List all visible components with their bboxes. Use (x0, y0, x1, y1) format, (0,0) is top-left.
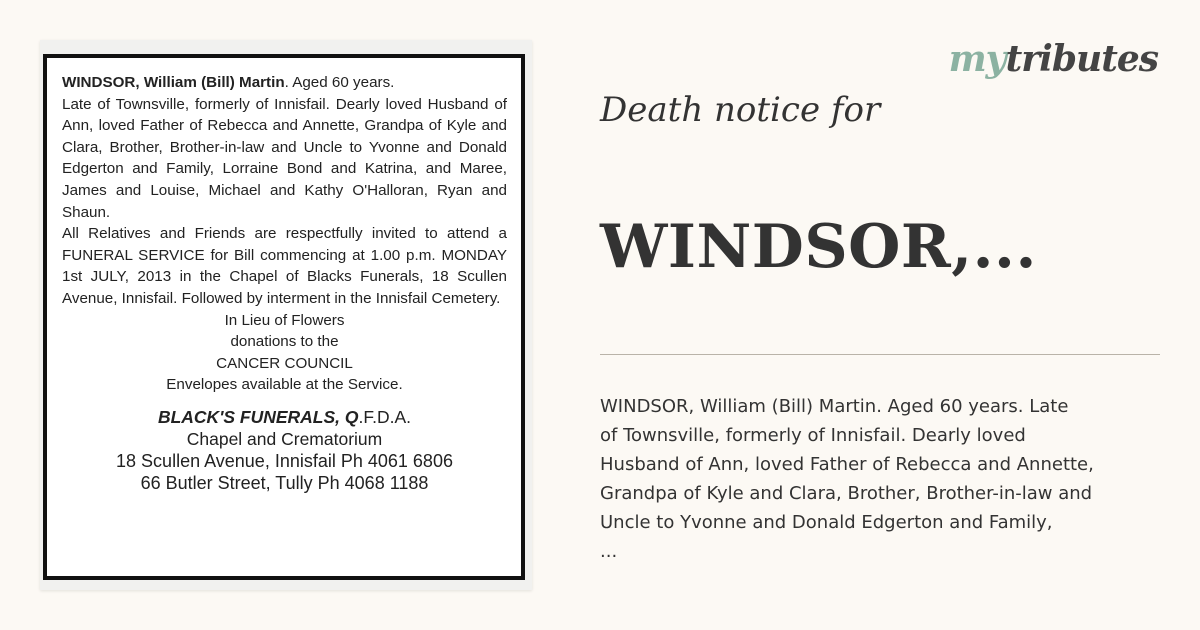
notice-headline-name: WINDSOR, William (Bill) Martin (62, 74, 285, 91)
deceased-name: WINDSOR,... (600, 212, 1037, 282)
funeral-director-name (62, 406, 507, 428)
notice-paragraph-family: Late of Townsville, formerly of Innisfail. Dearly loved Husband of Ann, loved Father of Rebecca and Annette, Grandpa of Kyle and Clara, Brother, Brother-in-law and Uncle to Yvonne and Donald Edgerton and Family, Lorraine Bond and Katrina, and Maree, James and Louise, Michael and Kathy O'Halloran, Ryan and Shaun. (62, 95, 507, 221)
divider (600, 354, 1160, 355)
notice-headline-age: . Aged 60 years. (284, 74, 395, 91)
funeral-address-innisfail: 18 Scullen Avenue, Innisfail Ph 4061 6806 (116, 450, 453, 471)
funeral-director-subtitle: Chapel and Crematorium (186, 428, 383, 449)
funeral-director-title: BLACK'S FUNERALS, Q (157, 406, 359, 427)
notice-paragraph-service: All Relatives and Friends are respectfully invited to attend a FUNERAL SERVICE for Bill commencing at 1.00 p.m. MONDAY 1st JULY, 2013 in the Chapel of Blacks Funerals, 18 Scullen Avenue, Innisfail. Followed by interment in the Innisfail Cemetery. (62, 225, 507, 307)
funeral-address-tully: 66 Butler Street, Tully Ph 4068 1188 (140, 472, 429, 493)
notice-charity: CANCER COUNCIL (216, 354, 353, 372)
page-subtitle: Death notice for (600, 90, 881, 130)
funeral-director-block (62, 406, 507, 494)
logo-tributes: tributes (1005, 38, 1158, 80)
mytributes-logo[interactable] (949, 38, 1158, 80)
notice-donations: donations to the (230, 333, 339, 351)
notice-lieu: In Lieu of Flowers (224, 311, 345, 329)
notice-envelopes: Envelopes available at the Service. (166, 376, 403, 394)
funeral-director-qfda: .F.D.A. (358, 406, 412, 427)
notice-clipping (43, 54, 525, 580)
notice-excerpt: WINDSOR, William (Bill) Martin. Aged 60 years. Late of Townsville, formerly of Innisfail. Dearly loved Husband of Ann, loved Father of Rebecca and Annette, Grandpa of Kyle and Clara, Brother, Brother-in-law and Uncle to Yvonne and Donald Edgerton and Family, ... (600, 396, 1094, 562)
logo-my: my (948, 38, 1006, 80)
notice-headline (62, 72, 507, 94)
notice-image (40, 40, 532, 590)
